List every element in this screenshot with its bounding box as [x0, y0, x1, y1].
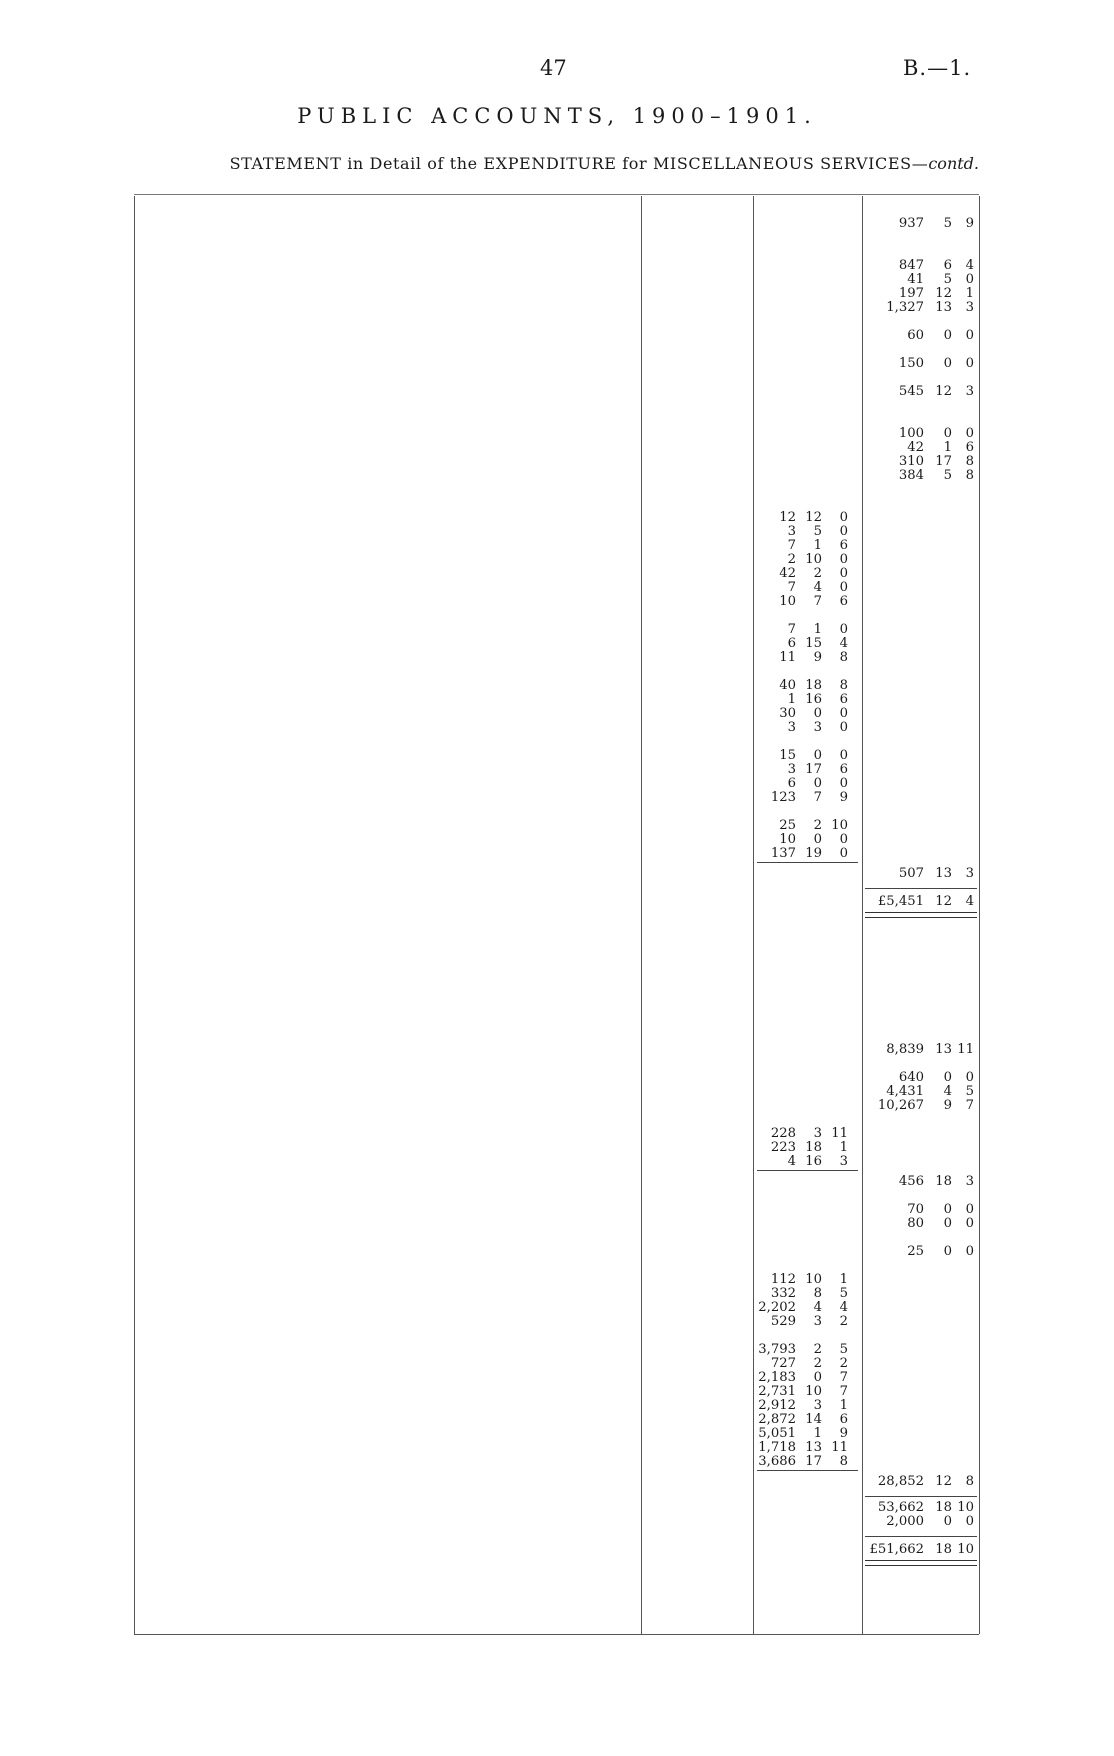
- col2-pence: 0: [839, 776, 848, 791]
- col2-shillings: 12: [805, 510, 822, 525]
- col2-shillings: 17: [805, 1454, 822, 1469]
- col2-pounds: 7: [787, 538, 796, 553]
- col2-pence: 5: [839, 1286, 848, 1301]
- col3-pence: 8: [965, 1474, 974, 1489]
- col3-pounds: 100: [898, 426, 924, 441]
- col2-pence: 2: [839, 1356, 848, 1371]
- col2-shillings: 19: [805, 846, 822, 861]
- table-row: [0, 1454, 1114, 1470]
- col2-shillings: 10: [805, 1272, 822, 1287]
- col3-shillings: 0: [943, 1244, 952, 1259]
- col3-pence: 3: [965, 1174, 974, 1189]
- col2-shillings: 2: [813, 566, 822, 581]
- table-row: [0, 894, 1114, 910]
- col2-shillings: 3: [813, 1126, 822, 1141]
- col3-pence: 0: [965, 426, 974, 441]
- col2-pence: 0: [839, 524, 848, 539]
- col3-shillings: 18: [935, 1500, 952, 1515]
- col3-shillings: 9: [943, 1098, 952, 1113]
- col2-pounds: 2,183: [758, 1370, 796, 1385]
- col2-shillings: 3: [813, 720, 822, 735]
- col2-pence: 0: [839, 832, 848, 847]
- col3-pounds: 640: [898, 1070, 924, 1085]
- table-row: [0, 866, 1114, 882]
- col2-pounds: 223: [770, 1140, 796, 1155]
- page-number: 47: [540, 56, 567, 80]
- col2-pounds: 6: [787, 776, 796, 791]
- col2-shillings: 16: [805, 1154, 822, 1169]
- col3-shillings: 12: [935, 286, 952, 301]
- col3-shillings: 18: [935, 1174, 952, 1189]
- col3-pence: 0: [965, 1202, 974, 1217]
- col2-pence: 0: [839, 846, 848, 861]
- col3-shillings: 13: [935, 1042, 952, 1057]
- col3-pence: 6: [965, 440, 974, 455]
- col2-pence: 10: [831, 818, 848, 833]
- col2-shillings: 4: [813, 580, 822, 595]
- col3-pence: 11: [957, 1042, 974, 1057]
- col3-pounds: £51,662: [869, 1542, 924, 1557]
- col2-pence: 0: [839, 622, 848, 637]
- col3-shillings: 17: [935, 454, 952, 469]
- col2-pounds: 112: [770, 1272, 796, 1287]
- col3-pence: 8: [965, 468, 974, 483]
- col2-pence: 7: [839, 1370, 848, 1385]
- col3-shillings: 5: [943, 272, 952, 287]
- col2-pounds: 7: [787, 622, 796, 637]
- col3-shillings: 18: [935, 1542, 952, 1557]
- col2-shillings: 14: [805, 1412, 822, 1427]
- col3-shillings: 5: [943, 216, 952, 231]
- col2-pounds: 529: [770, 1314, 796, 1329]
- col2-pence: 0: [839, 510, 848, 525]
- col2-pounds: 1: [787, 692, 796, 707]
- col2-pence: 6: [839, 692, 848, 707]
- col2-pence: 0: [839, 552, 848, 567]
- col2-shillings: 9: [813, 650, 822, 665]
- col2-pence: 5: [839, 1342, 848, 1357]
- col2-pounds: 3: [787, 524, 796, 539]
- col3-shillings: 13: [935, 300, 952, 315]
- col3-pence: 0: [965, 1216, 974, 1231]
- subtitle-contd: contd.: [928, 154, 979, 173]
- col3-pounds: 25: [907, 1244, 924, 1259]
- col3-pence: 0: [965, 356, 974, 371]
- col2-pounds: 15: [779, 748, 796, 763]
- col3-pence: 0: [965, 1244, 974, 1259]
- col2-pounds: 3,686: [758, 1454, 796, 1469]
- col3-pounds: 545: [898, 384, 924, 399]
- col3-pounds: 507: [898, 866, 924, 881]
- col3-pence: 1: [965, 286, 974, 301]
- col2-pounds: 12: [779, 510, 796, 525]
- col3-pounds: £5,451: [877, 894, 924, 909]
- col2-pence: 8: [839, 678, 848, 693]
- col3-pence: 10: [957, 1542, 974, 1557]
- col3-shillings: 0: [943, 1216, 952, 1231]
- col3-pounds: 2,000: [886, 1514, 924, 1529]
- col2-pounds: 30: [779, 706, 796, 721]
- table-row: [0, 846, 1114, 862]
- col3-pounds: 10,267: [877, 1098, 924, 1113]
- col2-shillings: 3: [813, 1398, 822, 1413]
- col2-pence: 0: [839, 580, 848, 595]
- col2-pounds: 228: [770, 1126, 796, 1141]
- col3-pounds: 80: [907, 1216, 924, 1231]
- col2-pounds: 2,731: [758, 1384, 796, 1399]
- col2-pence: 1: [839, 1398, 848, 1413]
- col2-pounds: 6: [787, 636, 796, 651]
- col3-shillings: 4: [943, 1084, 952, 1099]
- col2-shillings: 1: [813, 622, 822, 637]
- col2-pounds: 3,793: [758, 1342, 796, 1357]
- col3-pence: 3: [965, 300, 974, 315]
- col3-pounds: 42: [907, 440, 924, 455]
- col2-shillings: 0: [813, 776, 822, 791]
- col3-pounds: 1,327: [886, 300, 924, 315]
- col3-shillings: 0: [943, 1514, 952, 1529]
- col2-shillings: 2: [813, 818, 822, 833]
- col2-pounds: 40: [779, 678, 796, 693]
- col2-shillings: 7: [813, 594, 822, 609]
- col3-shillings: 6: [943, 258, 952, 273]
- col2-pounds: 332: [770, 1286, 796, 1301]
- col2-shillings: 0: [813, 1370, 822, 1385]
- col2-shillings: 15: [805, 636, 822, 651]
- col2-pence: 8: [839, 1454, 848, 1469]
- col3-pounds: 150: [898, 356, 924, 371]
- col2-shillings: 10: [805, 1384, 822, 1399]
- col2-shillings: 3: [813, 1314, 822, 1329]
- col2-pounds: 11: [779, 650, 796, 665]
- col3-pounds: 847: [898, 258, 924, 273]
- col2-pence: 9: [839, 790, 848, 805]
- col3-pence: 3: [965, 866, 974, 881]
- col2-shillings: 5: [813, 524, 822, 539]
- col2-shillings: 0: [813, 706, 822, 721]
- col3-pounds: 384: [898, 468, 924, 483]
- col3-pounds: 310: [898, 454, 924, 469]
- col2-shillings: 8: [813, 1286, 822, 1301]
- col2-shillings: 16: [805, 692, 822, 707]
- col2-pounds: 123: [770, 790, 796, 805]
- col2-pence: 7: [839, 1384, 848, 1399]
- col3-shillings: 12: [935, 384, 952, 399]
- col3-shillings: 0: [943, 328, 952, 343]
- col3-shillings: 12: [935, 1474, 952, 1489]
- col3-shillings: 0: [943, 356, 952, 371]
- col3-pounds: 53,662: [877, 1500, 924, 1515]
- col2-pence: 11: [831, 1126, 848, 1141]
- col3-pence: 5: [965, 1084, 974, 1099]
- col2-pence: 4: [839, 636, 848, 651]
- col2-shillings: 10: [805, 552, 822, 567]
- col2-shillings: 1: [813, 1426, 822, 1441]
- col2-pounds: 1,718: [758, 1440, 796, 1455]
- col2-pence: 2: [839, 1314, 848, 1329]
- col2-pounds: 2,202: [758, 1300, 796, 1315]
- col3-pence: 3: [965, 384, 974, 399]
- col2-pounds: 5,051: [758, 1426, 796, 1441]
- col3-pounds: 197: [898, 286, 924, 301]
- col2-pence: 1: [839, 1272, 848, 1287]
- col3-pence: 10: [957, 1500, 974, 1515]
- col2-pounds: 3: [787, 762, 796, 777]
- col3-shillings: 12: [935, 894, 952, 909]
- col2-pounds: 727: [770, 1356, 796, 1371]
- col2-shillings: 2: [813, 1356, 822, 1371]
- col2-pence: 6: [839, 594, 848, 609]
- col3-shillings: 1: [943, 440, 952, 455]
- col2-pounds: 137: [770, 846, 796, 861]
- col2-pounds: 3: [787, 720, 796, 735]
- col2-pounds: 10: [779, 594, 796, 609]
- col2-pence: 6: [839, 762, 848, 777]
- col3-pounds: 70: [907, 1202, 924, 1217]
- col3-pounds: 937: [898, 216, 924, 231]
- col2-pence: 6: [839, 538, 848, 553]
- col3-shillings: 0: [943, 426, 952, 441]
- col3-pence: 0: [965, 272, 974, 287]
- col3-pence: 4: [965, 894, 974, 909]
- col2-pence: 6: [839, 1412, 848, 1427]
- col3-pence: 8: [965, 454, 974, 469]
- col3-pounds: 41: [907, 272, 924, 287]
- col2-pence: 9: [839, 1426, 848, 1441]
- page-title: PUBLIC ACCOUNTS, 1900–1901.: [297, 104, 817, 128]
- col2-shillings: 7: [813, 790, 822, 805]
- col3-shillings: 0: [943, 1070, 952, 1085]
- col2-shillings: 2: [813, 1342, 822, 1357]
- col2-pounds: 2: [787, 552, 796, 567]
- col3-pounds: 28,852: [877, 1474, 924, 1489]
- col2-pounds: 42: [779, 566, 796, 581]
- col2-shillings: 0: [813, 832, 822, 847]
- col3-pence: 0: [965, 1514, 974, 1529]
- table-row: [0, 1542, 1114, 1558]
- col2-pence: 0: [839, 720, 848, 735]
- subtitle-main: STATEMENT in Detail of the EXPENDITURE for MISCELLANEOUS SERVICES—: [229, 154, 929, 173]
- col2-pounds: 2,912: [758, 1398, 796, 1413]
- col3-pence: 4: [965, 258, 974, 273]
- col3-shillings: 13: [935, 866, 952, 881]
- col2-shillings: 18: [805, 1140, 822, 1155]
- col2-pounds: 25: [779, 818, 796, 833]
- col3-pounds: 60: [907, 328, 924, 343]
- col3-pence: 7: [965, 1098, 974, 1113]
- col3-pence: 9: [965, 216, 974, 231]
- col2-shillings: 1: [813, 538, 822, 553]
- document-ref: B.—1.: [903, 56, 972, 80]
- col3-pence: 0: [965, 1070, 974, 1085]
- col2-pence: 11: [831, 1440, 848, 1455]
- col3-shillings: 0: [943, 1202, 952, 1217]
- col2-shillings: 18: [805, 678, 822, 693]
- col2-pence: 0: [839, 566, 848, 581]
- table-row: [0, 1154, 1114, 1170]
- col3-pounds: 8,839: [886, 1042, 924, 1057]
- col3-pounds: 456: [898, 1174, 924, 1189]
- col2-pence: 3: [839, 1154, 848, 1169]
- col2-pence: 8: [839, 650, 848, 665]
- col3-pence: 0: [965, 328, 974, 343]
- table-row: [0, 1474, 1114, 1490]
- col2-shillings: 17: [805, 762, 822, 777]
- col2-pounds: 2,872: [758, 1412, 796, 1427]
- col2-pounds: 4: [787, 1154, 796, 1169]
- col2-pence: 0: [839, 748, 848, 763]
- col2-shillings: 13: [805, 1440, 822, 1455]
- col3-pounds: 4,431: [886, 1084, 924, 1099]
- col2-pence: 0: [839, 706, 848, 721]
- col2-shillings: 4: [813, 1300, 822, 1315]
- table-row: [0, 1514, 1114, 1530]
- col2-pounds: 10: [779, 832, 796, 847]
- col2-pence: 4: [839, 1300, 848, 1315]
- col2-pounds: 7: [787, 580, 796, 595]
- col2-pence: 1: [839, 1140, 848, 1155]
- col2-shillings: 0: [813, 748, 822, 763]
- col3-shillings: 5: [943, 468, 952, 483]
